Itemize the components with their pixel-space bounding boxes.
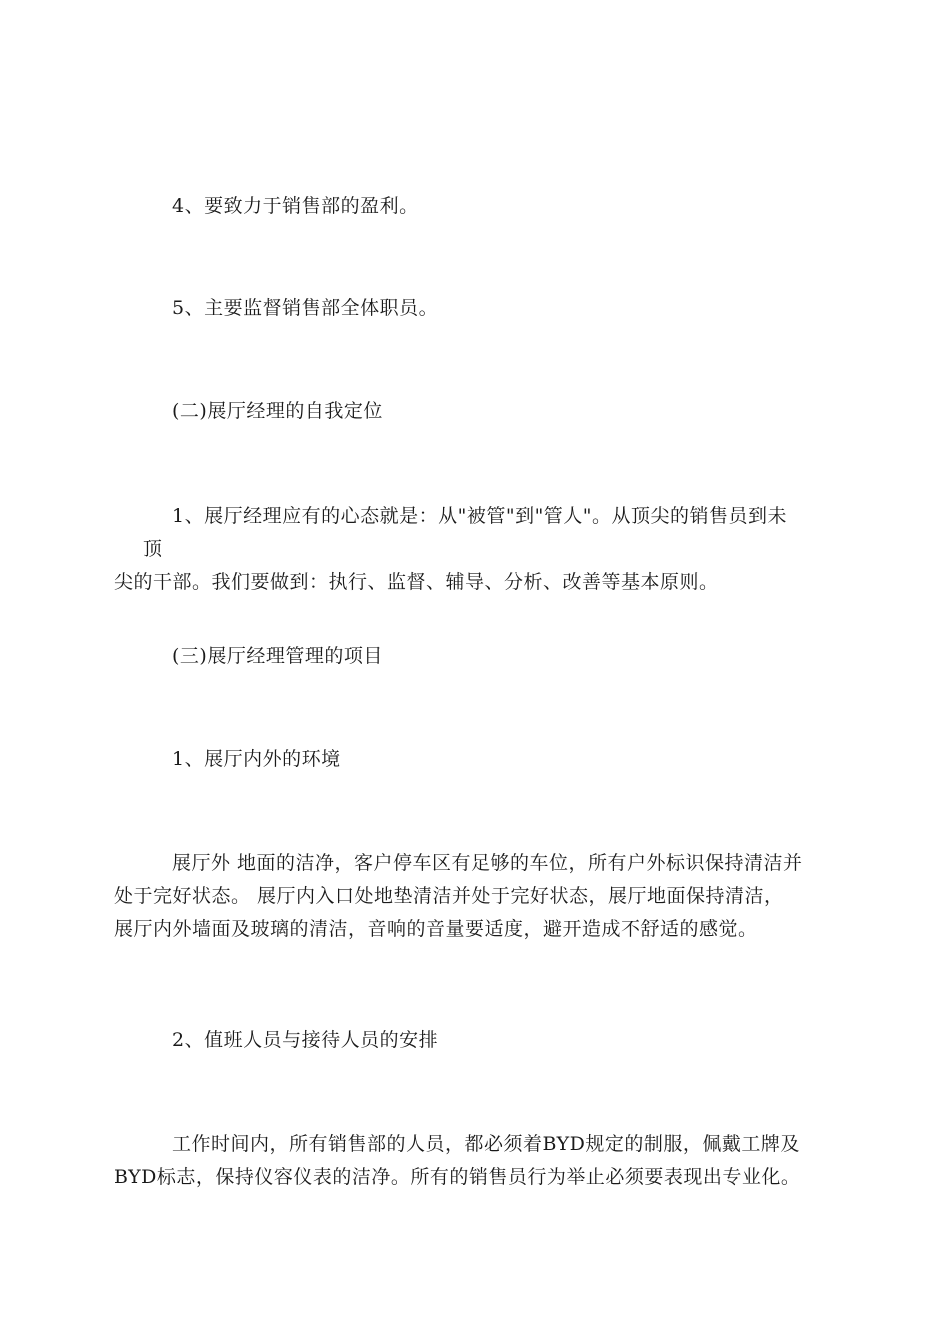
text-line: 4、要致力于销售部的盈利。 bbox=[172, 195, 419, 217]
text-line: 1、展厅内外的环境 bbox=[172, 748, 341, 770]
text-line: (三)展厅经理管理的项目 bbox=[172, 645, 383, 667]
paragraph-item-1-environment bbox=[143, 743, 803, 776]
text-line: 2、值班人员与接待人员的安排 bbox=[172, 1029, 439, 1051]
text-line: BYD标志，保持仪容仪表的洁净。所有的销售员行为举止必须要表现出专业化。 bbox=[114, 1166, 801, 1188]
section-heading-self-positioning bbox=[143, 395, 803, 428]
text-line: 5、主要监督销售部全体职员。 bbox=[172, 297, 439, 319]
text-line: 工作时间内，所有销售部的人员，都必须着BYD规定的制服，佩戴工牌及 bbox=[172, 1133, 800, 1155]
text-line: 尖的干部。我们要做到：执行、监督、辅导、分析、改善等基本原则。 bbox=[114, 571, 719, 593]
paragraph-staffing-detail bbox=[114, 1128, 803, 1194]
text-line: 展厅内外墙面及玻璃的清洁，音响的音量要适度，避开造成不舒适的感觉。 bbox=[114, 918, 758, 940]
paragraph-mindset bbox=[114, 500, 803, 599]
text-line: 展厅外 地面的洁净，客户停车区有足够的车位，所有户外标识保持清洁并 bbox=[172, 852, 803, 874]
paragraph-item-2-staffing bbox=[143, 1024, 803, 1057]
text-line: 处于完好状态。 展厅内入口处地垫清洁并处于完好状态，展厅地面保持清洁， bbox=[114, 885, 784, 907]
section-heading-management-items bbox=[143, 640, 803, 673]
text-line: 1、展厅经理应有的心态就是：从"被管"到"管人"。从顶尖的销售员到未顶 bbox=[143, 505, 788, 560]
paragraph-environment-detail bbox=[114, 847, 803, 946]
paragraph-item-4-profit bbox=[143, 190, 803, 223]
paragraph-item-5-supervise bbox=[143, 292, 803, 325]
text-line: (二)展厅经理的自我定位 bbox=[172, 400, 383, 422]
